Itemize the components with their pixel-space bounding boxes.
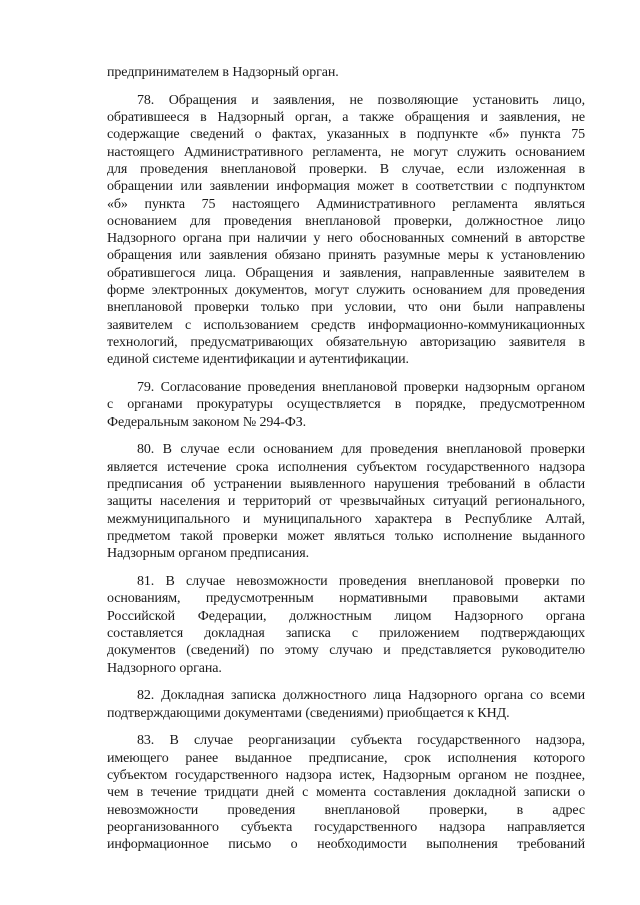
paragraph bbox=[107, 687, 585, 722]
text-line: «б» пункта 75 настоящего Административного регламента являться bbox=[107, 196, 585, 212]
text-line: Надзорного органа. bbox=[107, 660, 222, 676]
text-line: документов (сведений) по этому случаю и представляется руководителю bbox=[107, 643, 585, 659]
text-line: 78. Обращения и заявления, не позволяющие установить лицо, bbox=[137, 92, 585, 108]
document-page bbox=[107, 64, 585, 864]
text-line: субъектом государственного надзора истек, Надзорным органом не позднее, bbox=[107, 767, 585, 783]
text-line: Российской Федерации, должностным лицом Надзорного органа bbox=[107, 608, 585, 624]
text-line: 82. Докладная записка должностного лица Надзорного органа со всеми bbox=[137, 688, 585, 704]
text-line: защиты населения и территорий от чрезвычайных ситуаций регионального, bbox=[107, 494, 585, 510]
text-line: невозможности проведения внеплановой проверки, в адрес bbox=[107, 802, 585, 818]
text-line: единой системе идентификации и аутентификации. bbox=[107, 352, 409, 368]
text-line: обратившегося лица. Обращения и заявления, направленные заявителем в bbox=[107, 265, 585, 281]
text-line: основаниям, предусмотренным нормативными правовыми актами bbox=[107, 591, 585, 607]
text-line: подтверждающими документами (сведениями) приобщается к КНД. bbox=[107, 705, 510, 721]
text-line: составляется докладная записка с приложением подтверждающих bbox=[107, 625, 585, 641]
text-line: Надзорным органом предписания. bbox=[107, 546, 310, 562]
text-line: реорганизованного субъекта государственного надзора направляется bbox=[107, 819, 585, 835]
text-line: чем в течение тридцати дней с момента составления докладной записки о bbox=[107, 785, 585, 801]
text-line: 79. Согласование проведения внеплановой проверки надзорным органом bbox=[137, 380, 585, 396]
text-line: информационное письмо о необходимости выполнения требований bbox=[107, 837, 585, 853]
text-line: 80. В случае если основанием для проведения внеплановой проверки bbox=[137, 442, 585, 458]
paragraph bbox=[107, 92, 585, 369]
text-line: межмуниципального и муниципального характера в Республике Алтай, bbox=[107, 511, 585, 527]
text-line: является истечение срока исполнения субъектом государственного надзора bbox=[107, 459, 585, 475]
text-line: форме электронных документов, могут служить основанием для проведения bbox=[107, 283, 585, 299]
paragraph bbox=[107, 732, 585, 853]
paragraph bbox=[107, 64, 585, 81]
text-line: технологий, предусматривающих обязательную авторизацию заявителя в bbox=[107, 334, 585, 350]
paragraph bbox=[107, 379, 585, 431]
paragraph bbox=[107, 441, 585, 562]
text-line: заявителем с использованием средств информационно-коммуникационных bbox=[107, 317, 585, 333]
text-line: внеплановой проверки только при условии, что они были направлены bbox=[107, 300, 585, 316]
text-line: предписания об устранении выявленного нарушения требований в области bbox=[107, 477, 585, 493]
text-line: предметом такой проверки может являться только исполнение выданного bbox=[107, 528, 585, 544]
text-line: имеющего ранее выданное предписание, срок исполнения которого bbox=[107, 750, 585, 766]
text-line: настоящего Административного регламента, не могут служить основанием bbox=[107, 144, 585, 160]
text-line: Федеральным законом № 294-ФЗ. bbox=[107, 414, 307, 430]
text-line: обращении или заявлении информация может в соответствии с подпунктом bbox=[107, 179, 585, 195]
text-line: основанием для проведения внеплановой проверки, должностное лицо bbox=[107, 213, 585, 229]
paragraph bbox=[107, 573, 585, 677]
text-line: содержащие сведений о фактах, указанных в подпункте «б» пункта 75 bbox=[107, 127, 585, 143]
text-line: обратившееся в Надзорный орган, а также обращения и заявления, не bbox=[107, 110, 585, 126]
text-line: с органами прокуратуры осуществляется в порядке, предусмотренном bbox=[107, 397, 585, 413]
text-line: обращения или заявления обязано принять разумные меры к установлению bbox=[107, 248, 585, 264]
text-line: 83. В случае реорганизации субъекта государственного надзора, bbox=[137, 733, 585, 749]
text-line: предпринимателем в Надзорный орган. bbox=[107, 65, 339, 80]
text-line: 81. В случае невозможности проведения внеплановой проверки по bbox=[137, 574, 585, 590]
text-line: для проведения внеплановой проверки. В случае, если изложенная в bbox=[107, 161, 585, 177]
text-line: Надзорного органа при наличии у него обоснованных сомнений в авторстве bbox=[107, 231, 585, 247]
